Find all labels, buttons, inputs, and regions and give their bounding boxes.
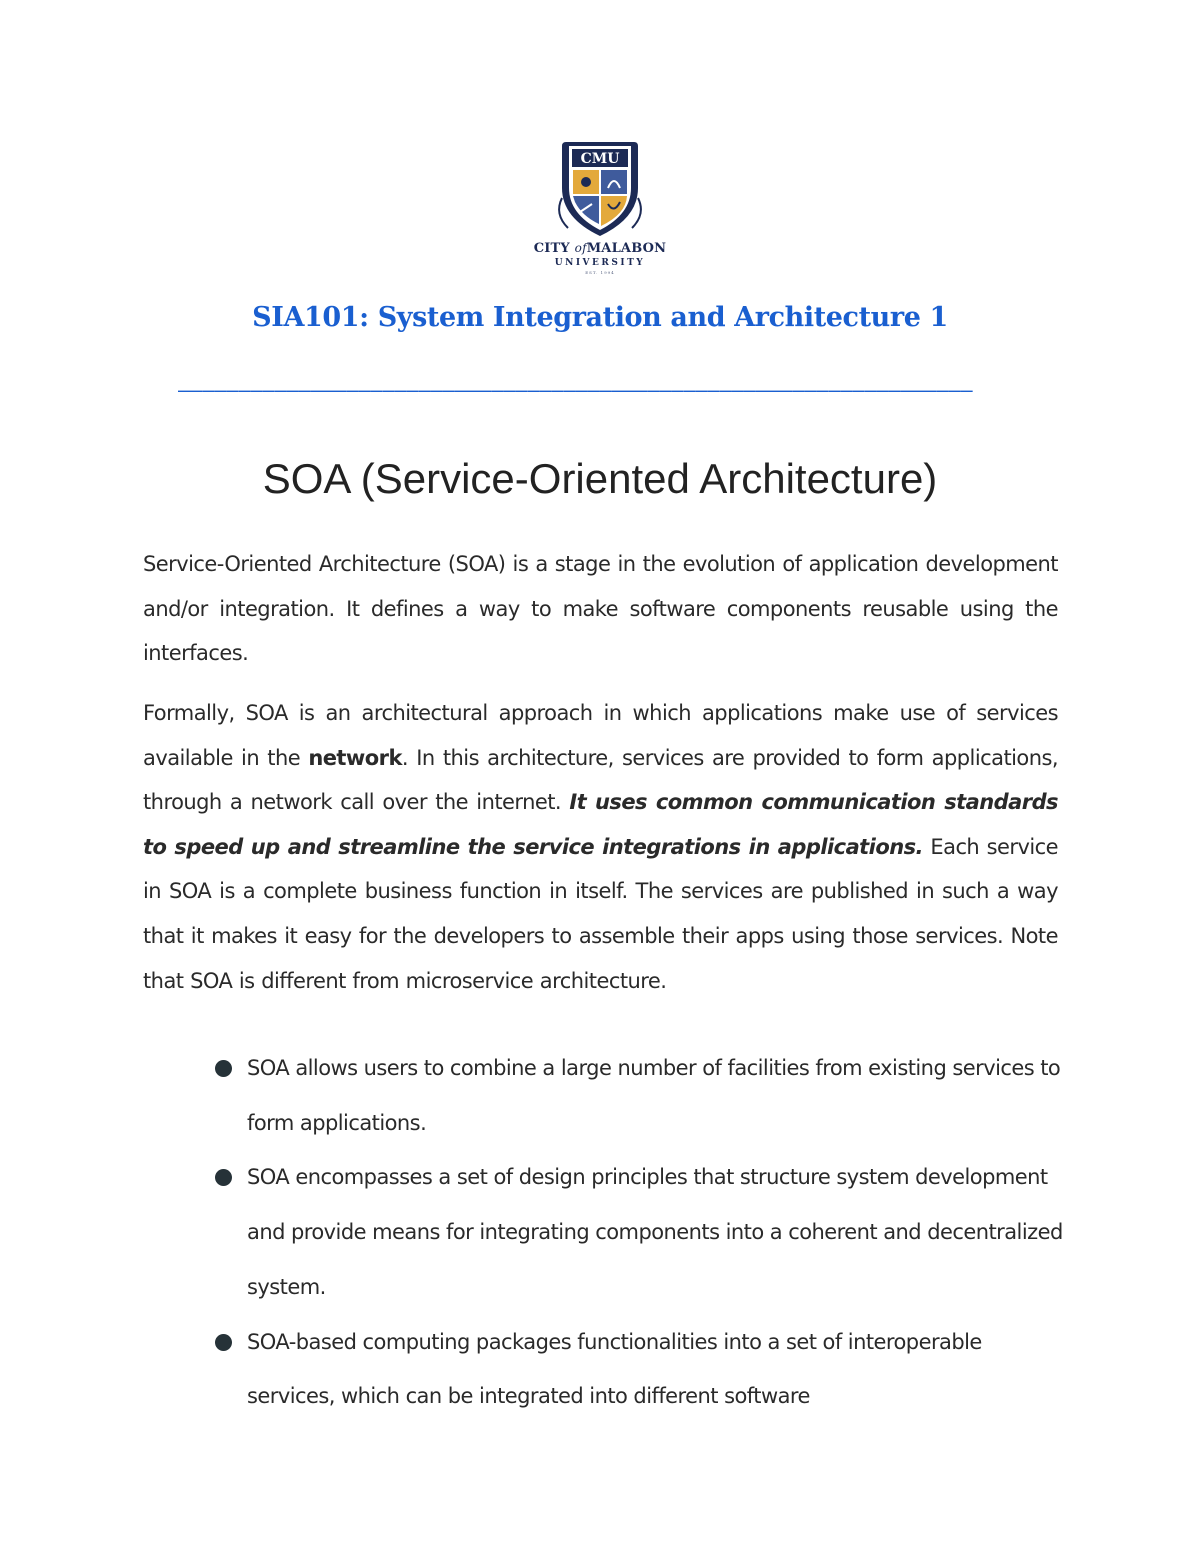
list-item	[212, 1041, 1072, 1150]
paragraph-formal-part3: Each service in SOA is a complete business function in itself. The services are published in such a way that it makes it easy for the developers to assemble their apps using those services. Note that SOA is different from microservice architecture.	[143, 834, 1058, 993]
logo-of: of	[574, 241, 587, 255]
list-item	[212, 1150, 1072, 1314]
crest-text: CMU	[580, 151, 620, 167]
paragraph-formal-part1: Formally, SOA is an architectural approach in which applications make use of services available in the	[143, 701, 1058, 770]
list-item	[212, 1315, 1072, 1424]
logo-city: CITY	[533, 241, 570, 256]
title-divider: ——————————————————————————————————————————————————————————————————	[178, 380, 973, 400]
course-title: SIA101: System Integration and Architecture 1	[252, 302, 948, 333]
university-logo	[528, 138, 672, 274]
logo-line-2: UNIVERSITY	[554, 258, 646, 268]
paragraph-formal-part2: . In this architecture, services are provided to form applications, through a network call over the internet.	[143, 745, 1058, 815]
logo-line-1	[528, 241, 672, 256]
paragraph-formal	[143, 691, 1058, 1003]
bullet-list	[212, 1041, 1072, 1424]
bullet-dot-icon	[215, 1334, 232, 1351]
crest-icon	[528, 138, 672, 238]
bullet-text: SOA encompasses a set of design principles that structure system development and provide means for integrating components into a coherent and decentralized system.	[247, 1165, 1063, 1299]
emphasis-statement: It uses common communication standards to speed up and streamline the service integrations in applications.	[143, 790, 1058, 859]
bullet-text: SOA-based computing packages functionalities into a set of interoperable services, which can be integrated into different software	[247, 1329, 982, 1409]
bullet-dot-icon	[215, 1060, 232, 1077]
logo-malabon: MALABON	[586, 241, 667, 256]
bullet-dot-icon	[215, 1169, 232, 1186]
logo-line-3: EST. 1994	[585, 270, 615, 275]
paragraph-intro: Service-Oriented Architecture (SOA) is a stage in the evolution of application development and/or integration. It defines a way to make software components reusable using the interfaces.	[143, 552, 1058, 666]
bold-network: network	[308, 745, 402, 770]
bullet-text: SOA allows users to combine a large number of facilities from existing services to form applications.	[247, 1056, 1061, 1135]
page-heading: SOA (Service-Oriented Architecture)	[262, 455, 938, 502]
